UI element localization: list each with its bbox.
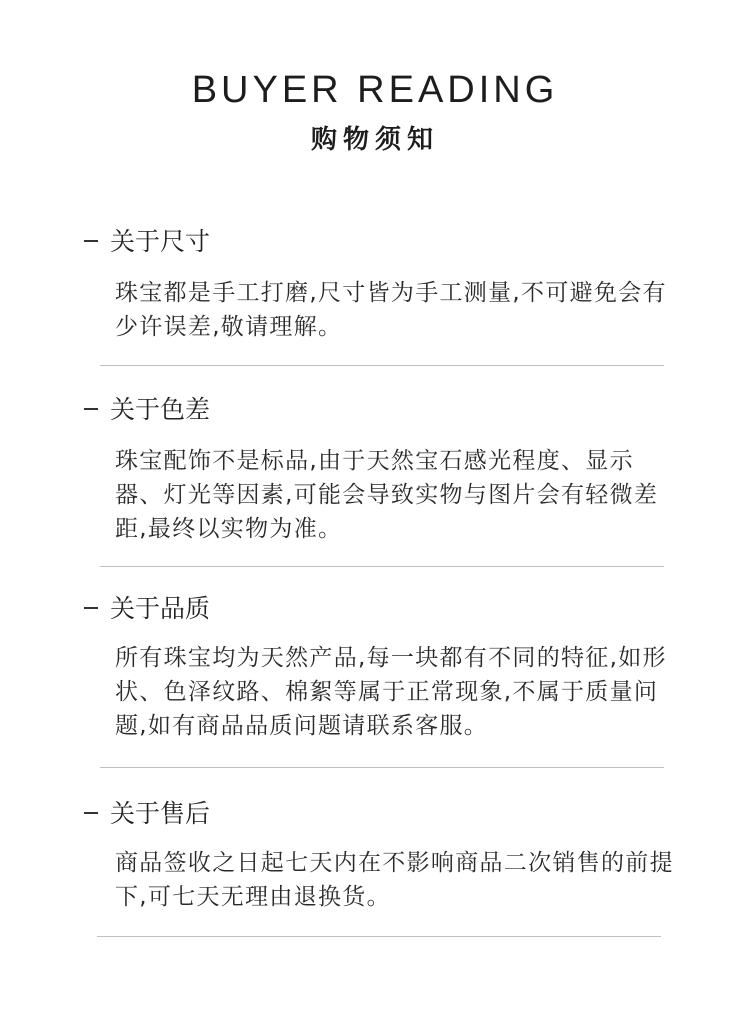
divider [97,936,661,937]
section-heading [84,224,210,260]
dash-icon [84,408,98,410]
section-body: 所有珠宝均为天然产品,每一块都有不同的特征,如形状、色泽纹路、棉絮等属于正常现象,不属于质量问题,如有商品品质问题请联系客服。 [115,645,667,739]
divider [100,365,664,366]
dash-icon [84,607,98,609]
section-body: 珠宝都是手工打磨,尺寸皆为手工测量,不可避免会有少许误差,敬请理解。 [115,280,667,340]
divider [100,566,664,567]
section-heading [84,796,210,832]
divider [100,767,664,768]
section-heading-label: 关于售后 [110,799,211,828]
section-heading-label: 关于尺寸 [110,227,211,256]
section-heading [84,392,210,428]
section-heading-label: 关于品质 [110,594,211,623]
section-body: 商品签收之日起七天内在不影响商品二次销售的前提下,可七天无理由退换货。 [115,850,674,910]
dash-icon [84,240,98,242]
section-body: 珠宝配饰不是标品,由于天然宝石感光程度、显示器、灯光等因素,可能会导致实物与图片会有轻微差距,最终以实物为准。 [115,448,659,542]
dash-icon [84,812,98,814]
section-heading [84,591,210,627]
page-title-english: BUYER READING [191,69,559,111]
page-title-chinese: 购物须知 [310,125,439,155]
section-heading-label: 关于色差 [110,395,211,424]
